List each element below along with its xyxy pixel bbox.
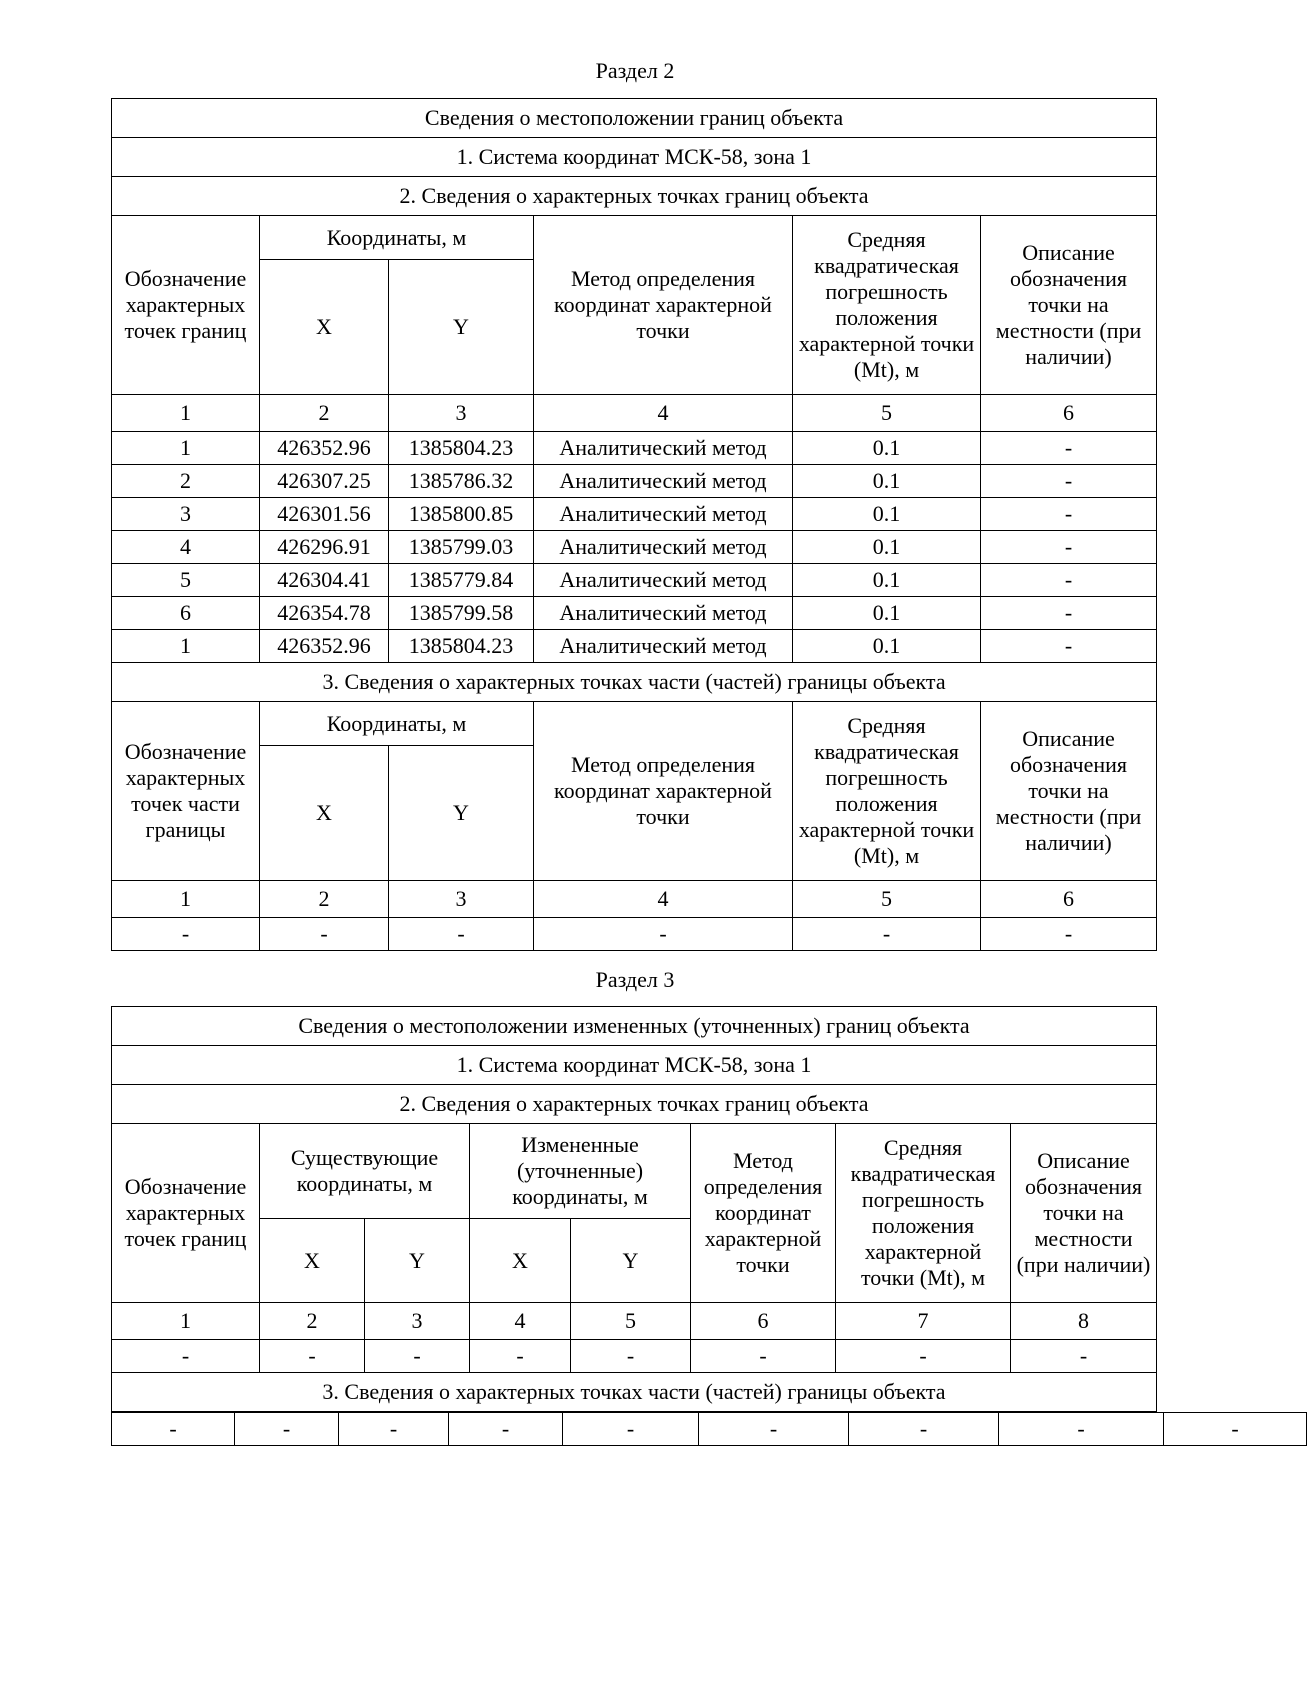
method: Аналитический метод [534, 498, 793, 531]
table-row [112, 498, 1157, 531]
section-3-header-row-1 [112, 1124, 1157, 1219]
parts-header-y: Y [389, 746, 534, 881]
point-id: 4 [112, 531, 260, 564]
table-cell: - [699, 1413, 849, 1446]
header-method: Метод определения координат характерной точки [534, 216, 793, 395]
method: Аналитический метод [534, 465, 793, 498]
parts-header-description: Описание обозначения точки на местности (при наличии) [981, 702, 1157, 881]
section-3-parts-heading: 3. Сведения о характерных точках части (частей) границы объекта [112, 1373, 1157, 1412]
column-number: 1 [112, 1303, 260, 1340]
point-id: 1 [112, 630, 260, 663]
table-cell: - [112, 918, 260, 951]
header-changed-x: X [470, 1219, 571, 1303]
mt-error: 0.1 [793, 531, 981, 564]
point-id: 1 [112, 432, 260, 465]
coord-x: 426352.96 [260, 432, 389, 465]
parts-header-designation: Обозначение характерных точек части границы [112, 702, 260, 881]
header-changed-y: Y [571, 1219, 691, 1303]
point-id: 5 [112, 564, 260, 597]
header-existing-x: X [260, 1219, 365, 1303]
table-cell: - [691, 1340, 836, 1373]
section-3-title: Сведения о местоположении измененных (уточненных) границ объекта [112, 1007, 1157, 1046]
table-cell: - [563, 1413, 699, 1446]
table-cell: - [365, 1340, 470, 1373]
section-2-title-row [112, 99, 1157, 138]
table-row [112, 1340, 1157, 1373]
section-2-title: Сведения о местоположении границ объекта [112, 99, 1157, 138]
table-row [112, 564, 1157, 597]
mt-error: 0.1 [793, 432, 981, 465]
section-3-column-numbers-row [112, 1303, 1157, 1340]
header-error: Средняя квадратическая погрешность положения характерной точки (Mt), м [793, 216, 981, 395]
mt-error: 0.1 [793, 498, 981, 531]
table-row [112, 918, 1157, 951]
parts-header-x: X [260, 746, 389, 881]
coord-x: 426296.91 [260, 531, 389, 564]
column-number: 1 [112, 881, 260, 918]
section-3-heading: Раздел 3 [595, 967, 675, 992]
mt-error: 0.1 [793, 630, 981, 663]
section-3-table [111, 1006, 1157, 1412]
description: - [981, 564, 1157, 597]
table-row [112, 597, 1157, 630]
table-cell: - [389, 918, 534, 951]
method: Аналитический метод [534, 564, 793, 597]
coord-y: 1385779.84 [389, 564, 534, 597]
section-2-points-heading-row [112, 177, 1157, 216]
column-number: 7 [836, 1303, 1011, 1340]
description: - [981, 630, 1157, 663]
method: Аналитический метод [534, 432, 793, 465]
mt-error: 0.1 [793, 465, 981, 498]
section-2-parts-header-row-1 [112, 702, 1157, 746]
table-cell: - [534, 918, 793, 951]
coord-y: 1385804.23 [389, 432, 534, 465]
column-number: 8 [1011, 1303, 1157, 1340]
coord-x: 426354.78 [260, 597, 389, 630]
section-3-coord-system: 1. Система координат МСК-58, зона 1 [112, 1046, 1157, 1085]
column-number: 3 [365, 1303, 470, 1340]
header-designation: Обозначение характерных точек границ [112, 216, 260, 395]
coord-y: 1385786.32 [389, 465, 534, 498]
table-cell: - [260, 1340, 365, 1373]
header-designation: Обозначение характерных точек границ [112, 1124, 260, 1303]
section-2-coord-system: 1. Система координат МСК-58, зона 1 [112, 138, 1157, 177]
column-number: 4 [534, 395, 793, 432]
column-number: 3 [389, 395, 534, 432]
header-coordinates: Координаты, м [260, 216, 534, 260]
method: Аналитический метод [534, 597, 793, 630]
header-x: X [260, 260, 389, 395]
table-row [112, 630, 1157, 663]
section-3-title-row [112, 1007, 1157, 1046]
table-cell: - [1011, 1340, 1157, 1373]
section-3-points-heading: 2. Сведения о характерных точках границ объекта [112, 1085, 1157, 1124]
coord-y: 1385804.23 [389, 630, 534, 663]
point-id: 2 [112, 465, 260, 498]
section-2-points-heading: 2. Сведения о характерных точках границ объекта [112, 177, 1157, 216]
table-row [112, 465, 1157, 498]
header-description: Описание обозначения точки на местности (при наличии) [981, 216, 1157, 395]
column-number: 2 [260, 395, 389, 432]
description: - [981, 597, 1157, 630]
column-number: 5 [793, 395, 981, 432]
column-number: 4 [534, 881, 793, 918]
column-number: 2 [260, 1303, 365, 1340]
table-cell: - [793, 918, 981, 951]
table-cell: - [260, 918, 389, 951]
method: Аналитический метод [534, 630, 793, 663]
section-3-parts-table [111, 1412, 1307, 1446]
description: - [981, 498, 1157, 531]
column-number: 5 [793, 881, 981, 918]
column-number: 6 [981, 395, 1157, 432]
table-row [112, 531, 1157, 564]
column-number: 3 [389, 881, 534, 918]
mt-error: 0.1 [793, 597, 981, 630]
coord-y: 1385799.58 [389, 597, 534, 630]
section-2-coord-system-row [112, 138, 1157, 177]
description: - [981, 432, 1157, 465]
point-id: 6 [112, 597, 260, 630]
section-2-parts-heading: 3. Сведения о характерных точках части (частей) границы объекта [112, 663, 1157, 702]
table-cell: - [449, 1413, 563, 1446]
column-number: 5 [571, 1303, 691, 1340]
description: - [981, 531, 1157, 564]
section-2-parts-column-numbers-row [112, 881, 1157, 918]
description: - [981, 465, 1157, 498]
coord-x: 426301.56 [260, 498, 389, 531]
table-cell: - [112, 1340, 260, 1373]
column-number: 6 [981, 881, 1157, 918]
column-number: 6 [691, 1303, 836, 1340]
header-method: Метод определения координат характерной точки [691, 1124, 836, 1303]
table-cell: - [849, 1413, 999, 1446]
point-id: 3 [112, 498, 260, 531]
coord-x: 426307.25 [260, 465, 389, 498]
column-number: 2 [260, 881, 389, 918]
column-number: 4 [470, 1303, 571, 1340]
coord-x: 426352.96 [260, 630, 389, 663]
section-2-column-numbers-row [112, 395, 1157, 432]
mt-error: 0.1 [793, 564, 981, 597]
section-2-table [111, 98, 1157, 951]
section-3-parts-heading-row [112, 1373, 1157, 1412]
table-cell: - [1164, 1413, 1307, 1446]
table-cell: - [981, 918, 1157, 951]
table-row [112, 1413, 1307, 1446]
parts-header-method: Метод определения координат характерной точки [534, 702, 793, 881]
table-cell: - [339, 1413, 449, 1446]
table-cell: - [112, 1413, 235, 1446]
column-number: 1 [112, 395, 260, 432]
parts-header-coordinates: Координаты, м [260, 702, 534, 746]
table-cell: - [999, 1413, 1164, 1446]
table-row [112, 432, 1157, 465]
section-3-points-heading-row [112, 1085, 1157, 1124]
section-2-parts-heading-row [112, 663, 1157, 702]
method: Аналитический метод [534, 531, 793, 564]
header-description: Описание обозначения точки на местности (при наличии) [1011, 1124, 1157, 1303]
table-cell: - [470, 1340, 571, 1373]
coord-y: 1385799.03 [389, 531, 534, 564]
header-existing-coordinates: Существующие координаты, м [260, 1124, 470, 1219]
header-changed-coordinates: Измененные (уточненные) координаты, м [470, 1124, 691, 1219]
parts-header-error: Средняя квадратическая погрешность положения характерной точки (Mt), м [793, 702, 981, 881]
header-y: Y [389, 260, 534, 395]
coord-y: 1385800.85 [389, 498, 534, 531]
header-existing-y: Y [365, 1219, 470, 1303]
section-3-coord-system-row [112, 1046, 1157, 1085]
table-cell: - [836, 1340, 1011, 1373]
table-cell: - [571, 1340, 691, 1373]
coord-x: 426304.41 [260, 564, 389, 597]
section-2-heading: Раздел 2 [595, 58, 675, 83]
section-2-header-row-1 [112, 216, 1157, 260]
header-error: Средняя квадратическая погрешность положения характерной точки (Mt), м [836, 1124, 1011, 1303]
table-cell: - [235, 1413, 339, 1446]
